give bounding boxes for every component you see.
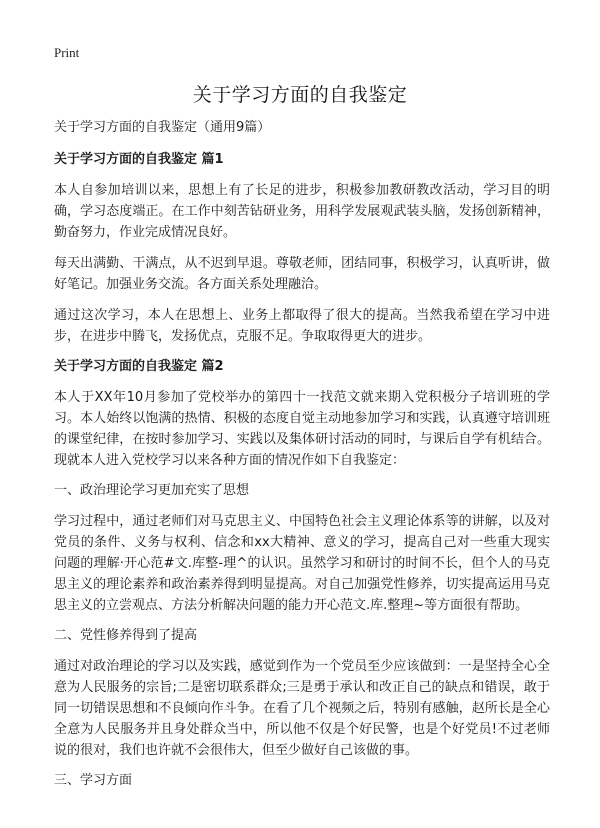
paragraph: 本人于XX年10月参加了党校举办的第四十一找范文就来期入党积极分子培训班的学习。本人始终以饱满的热情、积极的态度自觉主动地参加学习和实践，认真遵守培训班的课堂纪律，在按时参加学习、实践以及集体研讨活动的同时，与课后自学有机结合。现就本人进入党校学习以来各种方面的情况作如下自我鉴定： bbox=[54, 390, 550, 468]
document-title: 关于学习方面的自我鉴定 bbox=[192, 84, 408, 106]
paragraph: 本人自参加培训以来，思想上有了长足的进步，积极参加教研教改活动，学习目的明确，学习态度端正。在工作中刻苦钻研业务，用科学发展观武装头脑，发扬创新精神，勤奋努力，作业完成情况良好。 bbox=[54, 183, 550, 240]
section-heading: 关于学习方面的自我鉴定 篇2 bbox=[54, 359, 224, 374]
subsection-heading: 一、政治理论学习更加充实了思想 bbox=[54, 483, 250, 498]
paragraph: 通过对政治理论的学习以及实践，感觉到作为一个党员至少应该做到：一是坚持全心全意为人民服务的宗旨;二是密切联系群众;三是勇于承认和改正自己的缺点和错误，敢于同一切错误思想和不良倾向作斗争。在看了几个视频之后，特别有感触，赵所长是全心全意为人民服务并且身处群众当中，所以他不仅是个好民警，也是个好党员!不过老师说的很对，我们也许就不会很伟大，但至少做好自己该做的事。 bbox=[54, 659, 550, 758]
print-label: Print bbox=[54, 45, 80, 60]
paragraph: 每天出满勤、干满点，从不迟到早退。尊敬老师，团结同事，积极学习，认真听讲，做好笔记。加强业务交流。各方面关系处理融洽。 bbox=[54, 256, 550, 292]
paragraph: 通过这次学习，本人在思想上、业务上都取得了很大的提高。当然我希望在学习中进步，在进步中腾飞，发扬优点，克服不足。争取取得更大的进步。 bbox=[54, 308, 550, 344]
document-subtitle: 关于学习方面的自我鉴定（通用9篇） bbox=[54, 120, 271, 135]
section-1 bbox=[54, 150, 550, 347]
paragraph: 学习过程中，通过老师们对马克思主义、中国特色社会主义理论体系等的讲解，以及对党员的条件、义务与权利、信念和xx大精神、意义的学习，提高自己对一些重大现实问题的理解·开心范#文.库整-理^的认识。虽然学习和研讨的时间不长，但个人的马克思主义的理论素养和政治素养得到明显提高。对自己加强党性修养，切实提高运用马克思主义的立尝观点、方法分析解决问题的能力开心范文.库.整理~等方面很有帮助。 bbox=[54, 514, 550, 613]
section-2 bbox=[54, 357, 550, 791]
subsection-heading: 三、学习方面 bbox=[54, 773, 133, 788]
section-heading: 关于学习方面的自我鉴定 篇1 bbox=[54, 152, 224, 167]
subsection-heading: 二、党性修养得到了提高 bbox=[54, 628, 198, 643]
document-body bbox=[54, 118, 550, 801]
